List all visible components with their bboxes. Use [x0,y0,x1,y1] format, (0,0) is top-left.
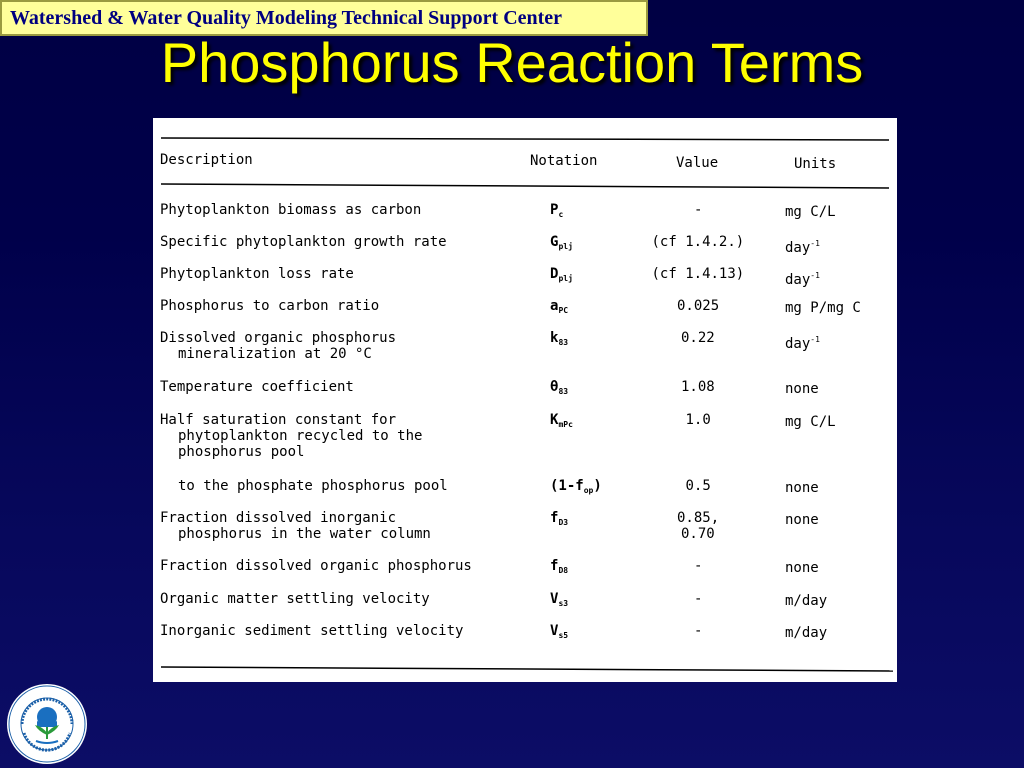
row-units: none [785,560,819,576]
row-description: Half saturation constant for [160,412,397,428]
row-units: mg C/L [785,414,836,430]
row-value: (cf 1.4.13) [651,266,745,282]
row-description-cont: phytoplankton recycled to the [178,428,423,444]
row-notation: $a_{PC}$ [550,298,569,315]
row-notation: $K_{mPc}$ [550,412,573,429]
row-value: 1.0 [685,412,711,428]
row-value: 0.5 [685,478,711,494]
row-value: - [694,623,703,639]
row-notation: $V_{s5}$ [550,623,569,640]
row-value: 0.22 [681,330,715,346]
row-description-cont: phosphorus in the water column [178,526,431,542]
row-value: - [694,558,703,574]
header-notation: Notation [530,153,598,169]
header-units: Units [794,156,837,172]
row-units: none [785,381,819,397]
row-value: 0.025 [677,298,720,314]
slide-title: Phosphorus Reaction Terms [160,31,864,94]
row-description: Dissolved organic phosphorus [160,330,397,346]
row-units: day$^{-1}$ [785,239,820,256]
row-notation: $V_{s3}$ [550,591,569,608]
row-description: Temperature coefficient [160,379,354,395]
row-notation: $k_{83}$ [550,330,569,347]
row-description: Phosphorus to carbon ratio [160,298,380,314]
row-units: none [785,480,819,496]
row-units: m/day [785,625,828,641]
row-description: Specific phytoplankton growth rate [160,234,447,250]
header-value: Value [676,155,719,171]
row-description-cont: to the phosphate phosphorus pool [178,478,448,494]
row-notation: $f_{D8}$ [550,558,569,575]
row-notation: $G_{plj}$ [550,234,573,251]
row-description-cont: mineralization at 20 °C [178,346,372,362]
row-description: Phytoplankton biomass as carbon [160,202,422,218]
row-description: Phytoplankton loss rate [160,266,354,282]
row-notation: $f_{D3}$ [550,510,569,527]
epa-seal-icon [6,683,88,765]
row-units: none [785,512,819,528]
row-description-cont: phosphorus pool [178,444,305,460]
row-value: 1.08 [681,379,715,395]
row-units: day$^{-1}$ [785,271,820,288]
row-value: - [694,591,703,607]
banner-text: Watershed & Water Quality Modeling Technical Support Center [10,7,563,29]
row-value-cont: 0.70 [681,526,715,542]
table-image [153,118,897,682]
row-description: Organic matter settling velocity [160,591,430,607]
row-notation: $D_{plj}$ [550,266,573,283]
row-units: mg P/mg C [785,300,861,316]
row-notation: $P_c$ [550,202,564,219]
row-notation: $(1-f_{op})$ [550,478,602,495]
row-value: (cf 1.4.2.) [651,234,745,250]
header-description: Description [160,152,253,168]
row-value: 0.85, [677,510,720,526]
row-units: mg C/L [785,204,836,220]
row-notation: $\theta_{83}$ [550,379,569,396]
row-value: - [694,202,703,218]
row-description: Fraction dissolved inorganic [160,510,397,526]
row-description: Inorganic sediment settling velocity [160,623,464,639]
row-description: Fraction dissolved organic phosphorus [160,558,472,574]
row-units: day$^{-1}$ [785,335,820,352]
row-units: m/day [785,593,828,609]
